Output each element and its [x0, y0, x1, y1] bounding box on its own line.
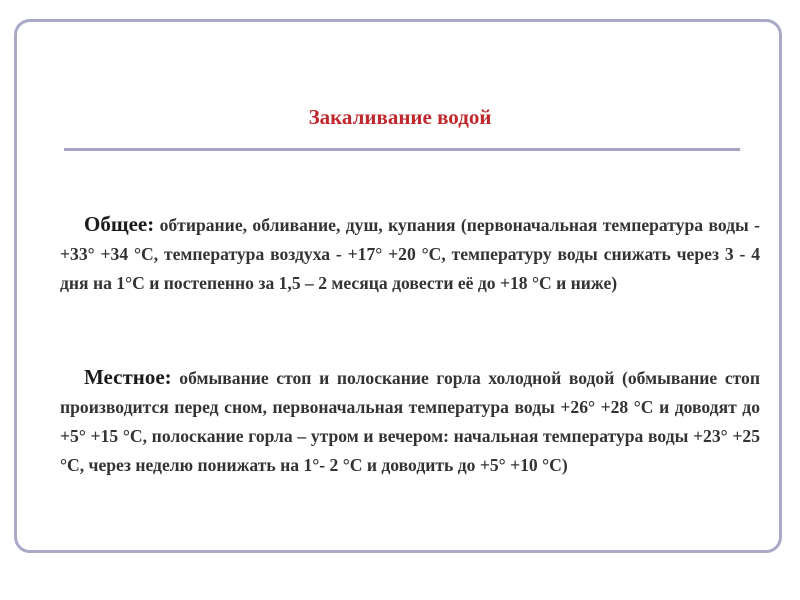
- slide-title: Закаливание водой: [308, 105, 492, 129]
- section-general-text: обтирание, обливание, душ, купания (первоначальная температура воды - +33° +34 °С, температура воздуха - +17° +20 °С, температуру воды снижать через 3 - 4 дня на 1°С и постепенно за 1,5 – 2 месяца довести её до +18 °С и ниже): [60, 215, 760, 293]
- section-local: [60, 363, 760, 480]
- title-divider: [64, 148, 740, 151]
- section-local-lead: Местное:: [84, 365, 172, 389]
- section-general-lead: Общее:: [84, 212, 155, 236]
- section-general: [60, 210, 760, 298]
- section-local-text: обмывание стоп и полоскание горла холодной водой (обмывание стоп производится перед сном, первоначальная температура воды +26° +28 °С и доводят до +5° +15 °С, полоскание горла – утром и вечером: начальная температура воды +23° +25 °С, через неделю понижать на 1°- 2 °С и доводить до +5° +10 °С): [60, 368, 760, 475]
